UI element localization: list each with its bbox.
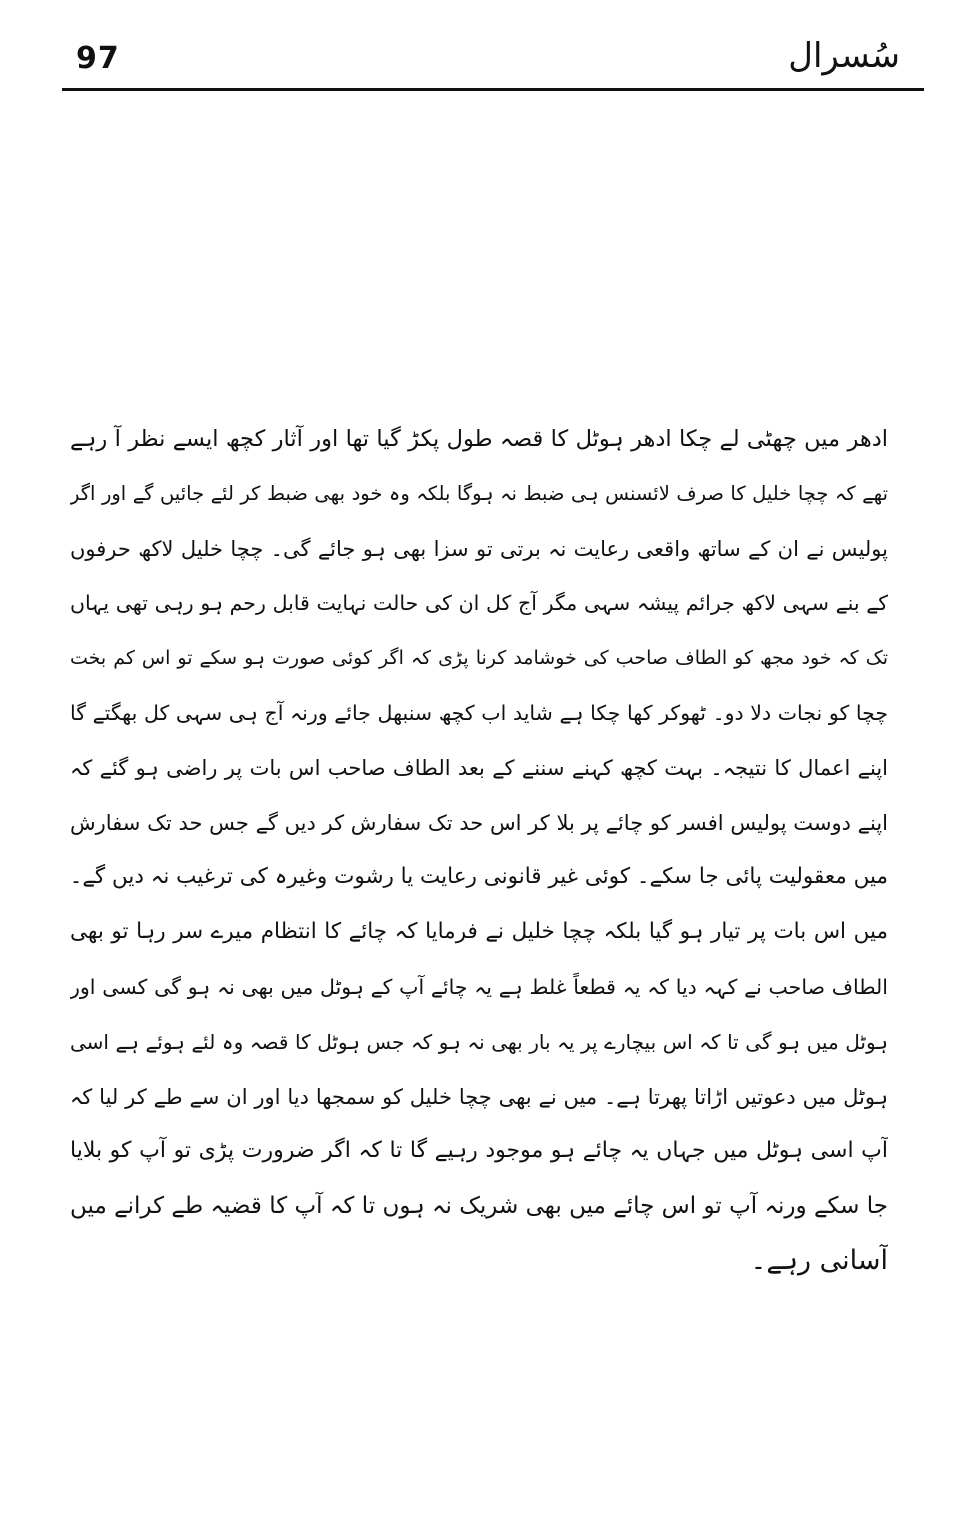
text-line: میں اس بات پر تیار ہو گیا بلکہ چچا خلیل نے فرمایا کہ چائے کا انتظام میرے سر رہا تو بھی: [70, 919, 888, 945]
text-line: آپ اسی ہوٹل میں جہاں یہ چائے ہو موجود رہیے گا تا کہ اگر ضرورت پڑی تو آپ کو بلایا: [70, 1138, 888, 1164]
text-line: ہوٹل میں ہو گی تا کہ اس بیچارے پر یہ بار بھی نہ ہو کہ جس ہوٹل کا قصہ وہ لئے ہوئے ہے اسی: [70, 1029, 888, 1054]
text-line: پولیس نے ان کے ساتھ واقعی رعایت نہ برتی تو سزا بھی ہو جائے گی۔ چچا خلیل لاکھ حرفوں: [70, 536, 888, 561]
text-line: ہوٹل میں دعوتیں اڑاتا پھرتا ہے۔ میں نے بھی چچا خلیل کو سمجھا دیا اور ان سے طے کر لیا کہ: [70, 1084, 888, 1109]
text-line: الطاف صاحب نے کہہ دیا کہ یہ قطعاً غلط ہے یہ چائے آپ کے ہوٹل میں بھی نہ ہو گی کسی اور: [70, 974, 888, 999]
text-line: میں معقولیت پائی جا سکے۔ کوئی غیر قانونی رعایت یا رشوت وغیرہ کی ترغیب نہ دیں گے۔: [70, 864, 888, 890]
body-text: [70, 412, 888, 1289]
text-line: چچا کو نجات دلا دو۔ ٹھوکر کھا چکا ہے شاید اب کچھ سنبھل جائے ورنہ آج ہی سہی کل بھگتے گا: [70, 700, 888, 725]
text-line: اپنے اعمال کا نتیجہ۔ بہت کچھ کہنے سننے کے بعد الطاف صاحب اس بات پر راضی ہو گئے کہ: [70, 755, 888, 780]
text-line: آسانی رہے۔: [750, 1244, 888, 1276]
text-line: ادھر میں چھٹی لے چکا ادھر ہوٹل کا قصہ طول پکڑ گیا تھا اور آثار کچھ ایسے نظر آ رہے: [70, 426, 888, 452]
text-line: کے بنے سہی لاکھ جرائم پیشہ سہی مگر آج کل ان کی حالت نہایت قابل رحم ہو رہی تھی یہاں: [70, 591, 888, 616]
text-line: جا سکے ورنہ آپ تو اس چائے میں بھی شریک نہ ہوں تا کہ آپ کا قضیہ طے کرانے میں: [70, 1193, 888, 1220]
page-header: [62, 30, 924, 91]
text-line: تک کہ خود مجھ کو الطاف صاحب کی خوشامد کرنا پڑی کہ اگر کوئی صورت ہو سکے تو اس کم بخت: [70, 647, 888, 670]
text-line: اپنے دوست پولیس افسر کو چائے پر بلا کر اس حد تک سفارش کر دیں گے جس حد تک سفارش: [70, 810, 888, 835]
text-line: تھے کہ چچا خلیل کا صرف لائسنس ہی ضبط نہ ہوگا بلکہ وہ خود بھی ضبط کر لئے جائیں گے اور اگر: [70, 481, 888, 505]
page-number: 97: [76, 41, 120, 76]
running-title: سُسرال: [788, 36, 900, 76]
